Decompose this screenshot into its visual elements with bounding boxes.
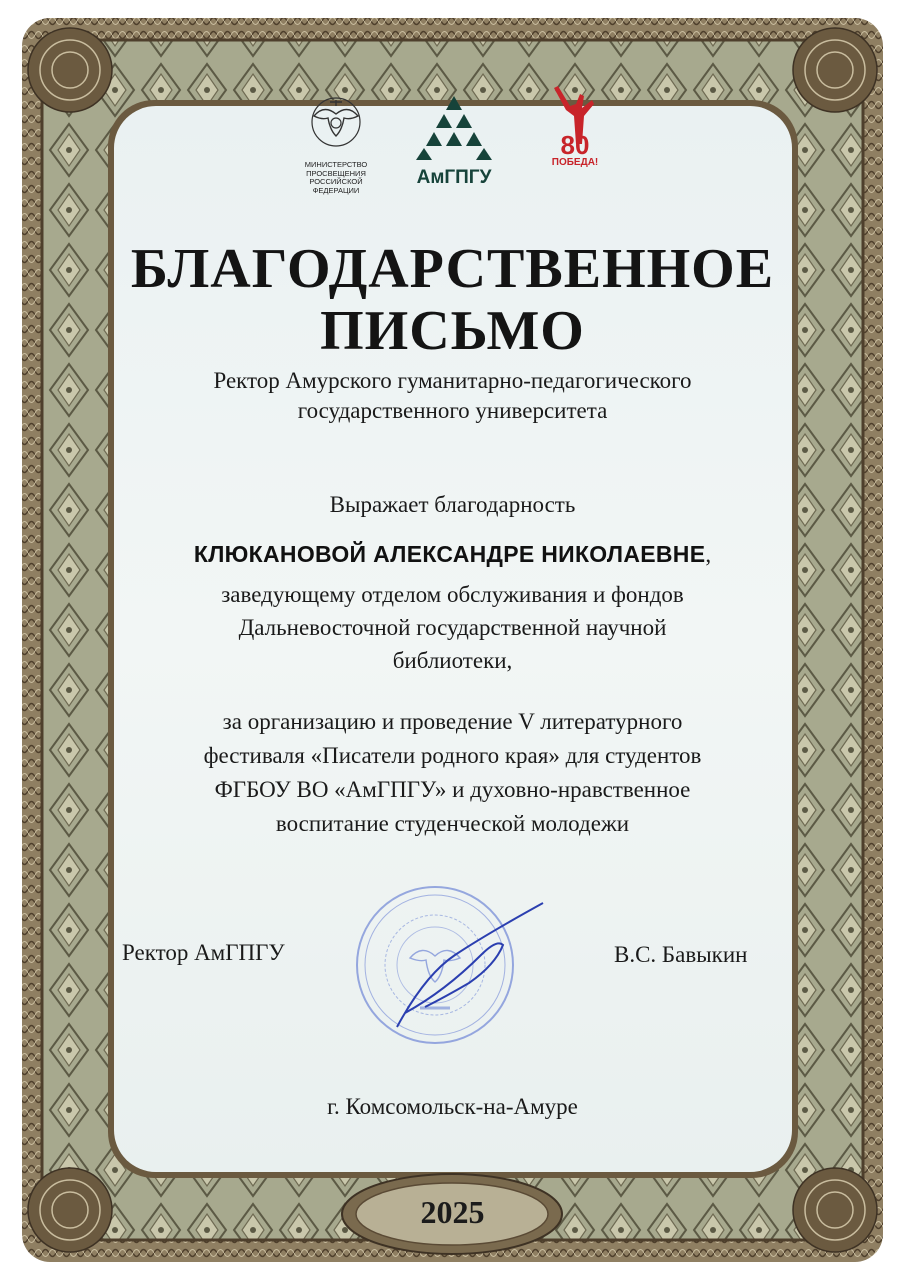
recipient-position <box>0 578 905 677</box>
university-logo <box>404 92 504 192</box>
reason-line: за организацию и проведение V литературного <box>222 709 683 734</box>
triangle-pyramid-icon <box>414 92 494 162</box>
ministry-caption-line: РОССИЙСКОЙ <box>309 177 363 186</box>
position-line: библиотеки, <box>392 648 513 673</box>
recipient-name-line <box>0 540 905 570</box>
recipient-name-comma: , <box>705 542 712 567</box>
position-line: Дальневосточной государственной научной <box>238 615 667 640</box>
title-line-2: ПИСЬМО <box>320 300 585 362</box>
position-line: заведующему отделом обслуживания и фондов <box>221 582 684 607</box>
issuer <box>0 366 905 426</box>
title-line-1: БЛАГОДАРСТВЕННОЕ <box>130 238 775 300</box>
eagle-emblem-icon <box>296 92 376 152</box>
signer-name: В.С. Бавыкин <box>614 942 748 967</box>
signer-role: Ректор АмГПГУ <box>122 940 285 965</box>
victory-text: ПОБЕДА! <box>551 157 599 168</box>
ministry-caption-line: ФЕДЕРАЦИИ <box>312 185 360 195</box>
ministry-caption-line: ПРОСВЕЩЕНИЯ <box>306 168 366 178</box>
issuer-line-1: Ректор Амурского гуманитарно-педагогического <box>213 368 692 393</box>
ministry-logo <box>296 92 376 202</box>
city: г. Комсомольск-на-Амуре <box>327 1094 578 1119</box>
certificate-title <box>0 238 905 362</box>
victory-number: 80 <box>560 130 590 160</box>
handwritten-signature <box>385 895 555 1035</box>
reason-line: воспитание студенческой молодежи <box>275 811 630 836</box>
expresses-gratitude: Выражает благодарность <box>329 492 576 517</box>
victory-80-logo <box>540 80 610 195</box>
university-logo-text: АмГПГУ <box>416 167 492 188</box>
reason <box>0 705 905 841</box>
ministry-caption-line: МИНИСТЕРСТВО <box>304 160 368 169</box>
issuer-line-2: государственного университета <box>297 398 608 423</box>
year: 2025 <box>420 1194 485 1230</box>
reason-line: ФГБОУ ВО «АмГПГУ» и духовно-нравственное <box>214 777 691 802</box>
reason-line: фестиваля «Писатели родного края» для студентов <box>203 743 702 768</box>
recipient-name: КЛЮКАНОВОЙ АЛЕКСАНДРЕ НИКОЛАЕВНЕ <box>193 541 706 567</box>
